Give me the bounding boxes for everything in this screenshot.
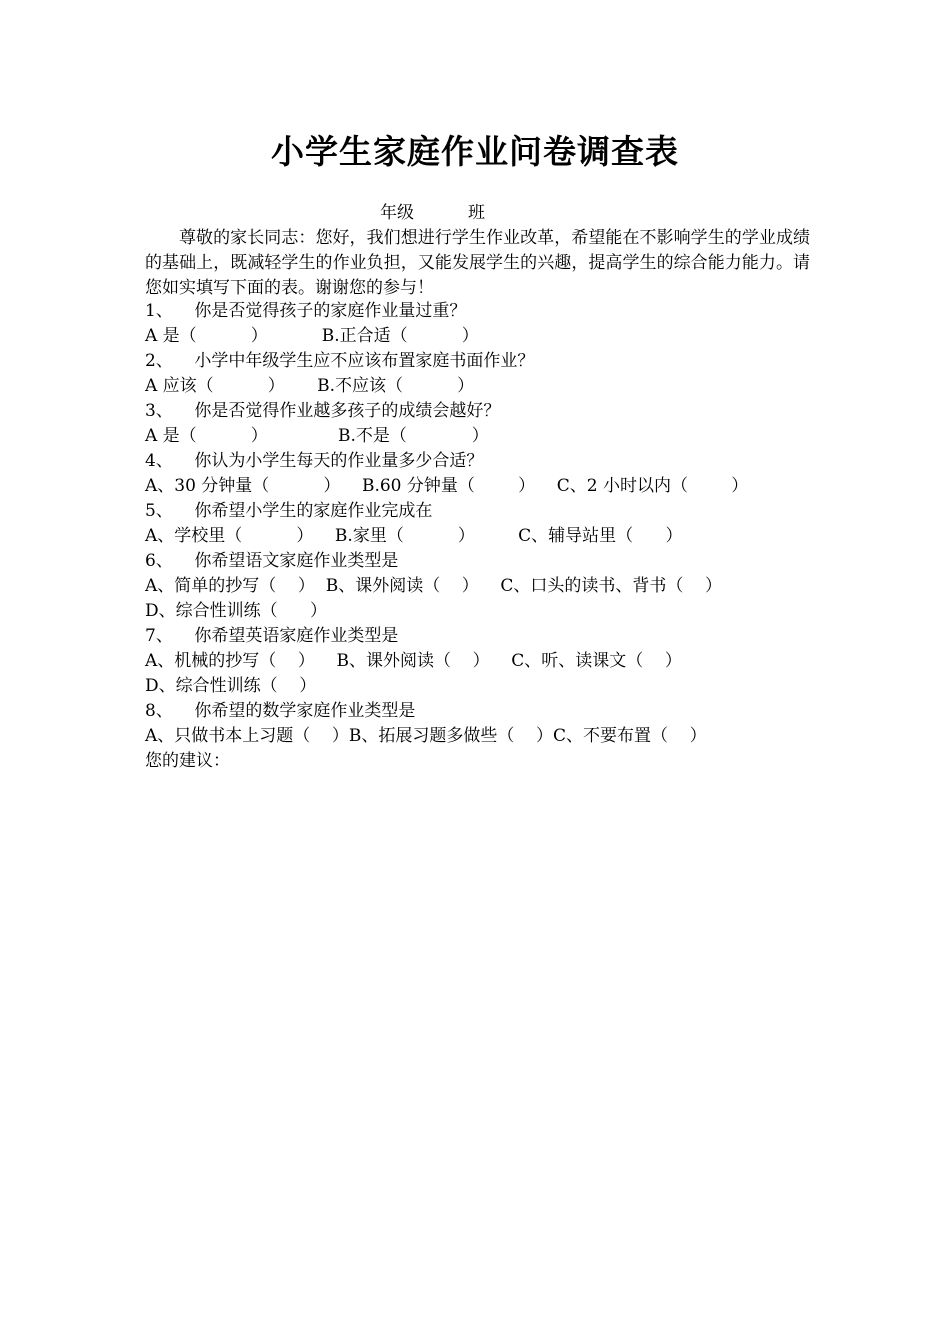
question-6: 6、 你希望语文家庭作业类型是 — [145, 551, 399, 571]
question-1: 1、 你是否觉得孩子的家庭作业量过重？ — [145, 301, 467, 321]
question-7-options-d: D、综合性训练（ ） — [145, 676, 317, 696]
intro-paragraph: 尊敬的家长同志：您好，我们想进行学生作业改革，希望能在不影响学生的学业成绩的基础上，既减轻学生的作业负担，又能发展学生的兴趣，提高学生的综合能力能力。请您如实填写下面的表。谢谢您的参与！ — [145, 228, 810, 298]
question-8: 8、 你希望的数学家庭作业类型是 — [145, 701, 416, 721]
question-6-options-d: D、综合性训练（ ） — [145, 601, 328, 621]
question-2: 2、 小学中年级学生应不应该布置家庭书面作业？ — [145, 351, 535, 371]
question-3: 3、 你是否觉得作业越多孩子的成绩会越好？ — [145, 401, 501, 421]
question-7-options-a: A、机械的抄写（ ） B、课外阅读（ ） C、听、读课文（ ） — [145, 651, 682, 671]
page-title: 小学生家庭作业问卷调查表 — [271, 132, 679, 171]
grade-class-line: 年级 班 — [380, 203, 486, 223]
question-8-options: A、只做书本上习题（ ）B、拓展习题多做些（ ）C、不要布置（ ） — [145, 726, 707, 746]
suggestion-label: 您的建议： — [145, 751, 230, 771]
question-2-options: A 应该（ ） B.不应该（ ） — [145, 376, 475, 396]
question-4-options: A、30 分钟量（ ） B.60 分钟量（ ） C、2 小时以内（ ） — [145, 476, 749, 496]
question-3-options: A 是（ ） B.不是（ ） — [145, 426, 489, 446]
question-5: 5、 你希望小学生的家庭作业完成在 — [145, 501, 433, 521]
question-5-options: A、学校里（ ） B.家里（ ） C、辅导站里（ ） — [145, 526, 683, 546]
question-1-options: A 是（ ） B.正合适（ ） — [145, 326, 479, 346]
question-4: 4、 你认为小学生每天的作业量多少合适？ — [145, 451, 484, 471]
question-7: 7、 你希望英语家庭作业类型是 — [145, 626, 399, 646]
question-6-options-a: A、简单的抄写（ ） B、课外阅读（ ） C、口头的读书、背书（ ） — [145, 576, 723, 596]
